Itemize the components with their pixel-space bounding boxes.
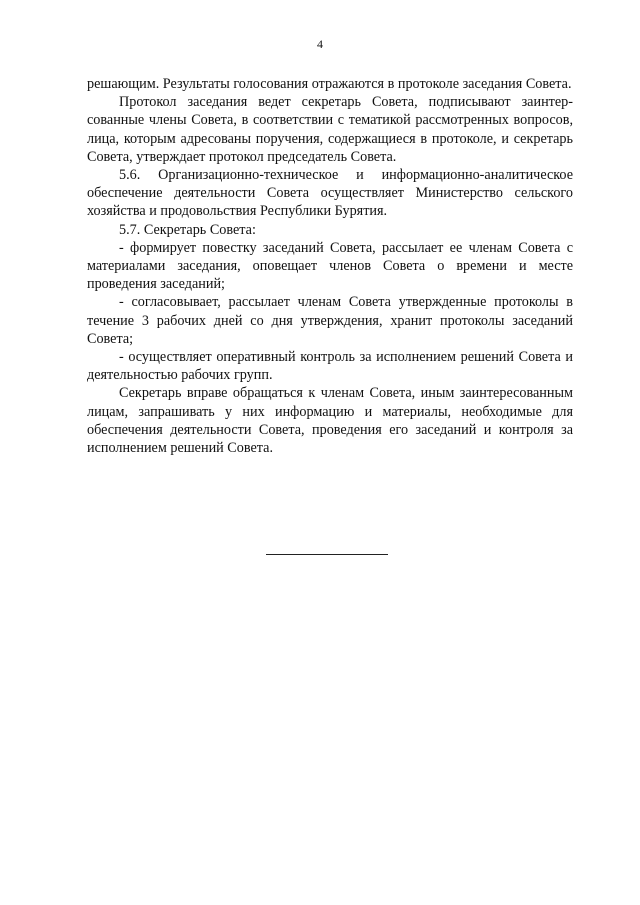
end-divider [266,554,388,555]
list-item-protocols: - согласовывает, рассылает членам Совета утвержденные протоколы в течение 3 рабочих дней со дня утверждения, хранит протоколы заседаний Совета; [87,294,573,347]
list-item-agenda: - формирует повестку заседаний Совета, рассылает ее членам Совета с материалами заседания, оповещает членов Совета о времени и месте проведения заседаний; [87,239,573,293]
list-item-control: - осуществляет оперативный контроль за исполнением решений Совета и деятельностью рабочих групп. [87,349,573,384]
page-number: 4 [317,37,323,51]
document-body [87,75,573,457]
paragraph-voting-results: решающим. Результаты голосования отражаются в протоколе заседания Совета. [87,76,572,92]
paragraph-section-5-6: 5.6. Организационно-техническое и информационно-аналитическое обеспечение деятельности Совета осуществляет Министерство сельского хозяйства и продовольствия Республики Бурятия. [87,167,573,220]
paragraph-protocol-signing: Протокол заседания ведет секретарь Совета, подписывают заинтерсованные члены Совета, в соответствии с тематикой рассмотренных вопросов, лица, которым адресованы поручения, содержащиеся в протоколе, и секретарь Совета, утверждает протокол председатель Совета. [87,94,573,165]
paragraph-secretary-rights: Секретарь вправе обращаться к членам Совета, иным заинтересованным лицам, запрашивать у них информацию и материалы, необходимые для обеспечения деятельности Совета, проведения его заседаний и контроля за исполнением решений Совета. [87,385,573,457]
paragraph-section-5-7-heading: 5.7. Секретарь Совета: [119,221,256,238]
